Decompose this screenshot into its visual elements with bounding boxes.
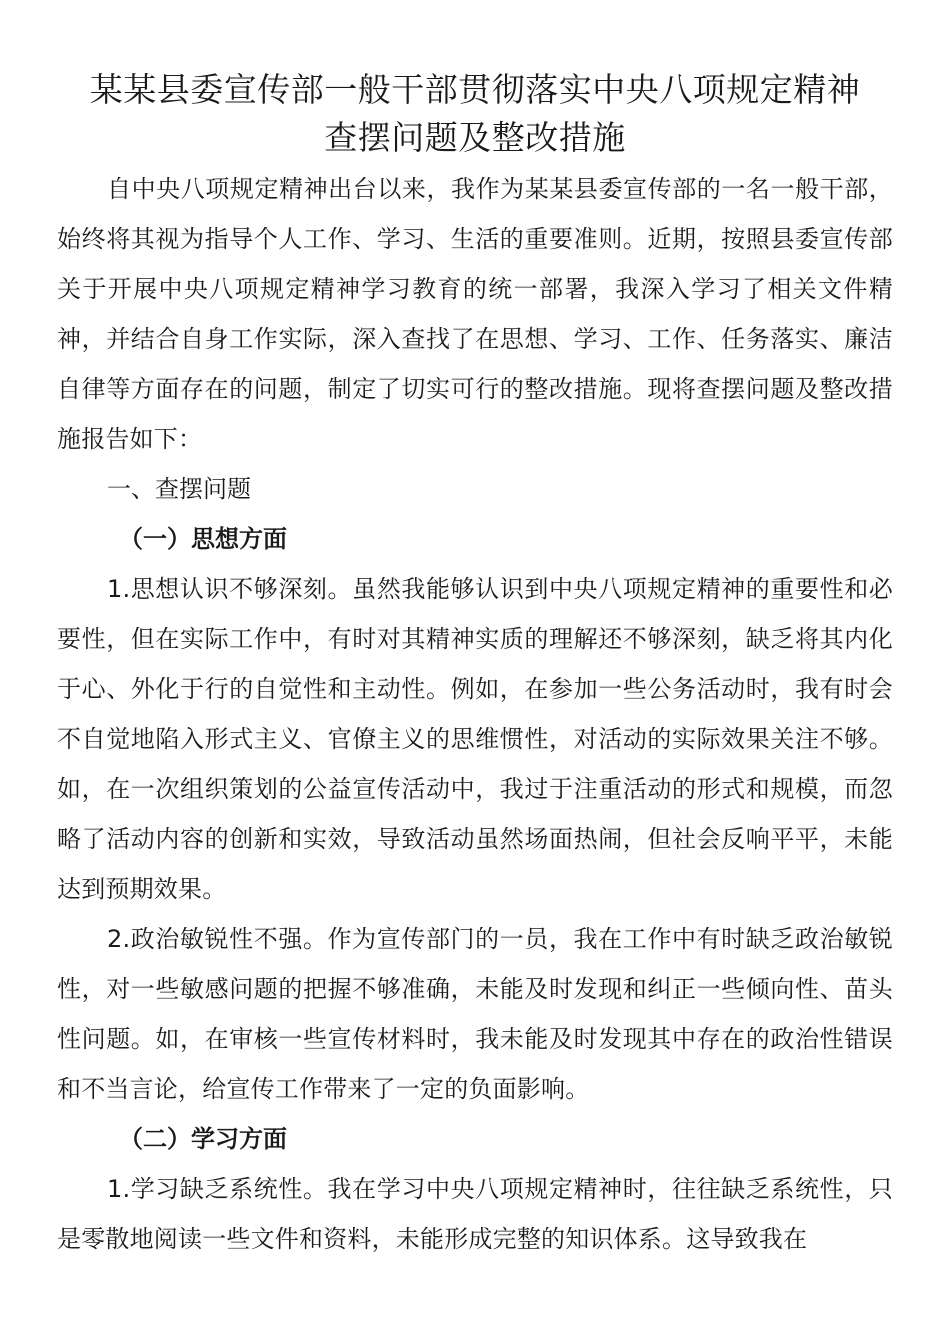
title-line-1: 某某县委宣传部一般干部贯彻落实中央八项规定精神: [89, 70, 861, 109]
paragraph-study-1: 1.学习缺乏系统性。我在学习中央八项规定精神时，往往缺乏系统性，只是零散地阅读一些文件和资料，未能形成完整的知识体系。这导致我在: [57, 1175, 893, 1253]
title-line-2: 查摆问题及整改措施: [324, 118, 626, 157]
document-title: [57, 66, 893, 162]
intro-paragraph: 自中央八项规定精神出台以来，我作为某某县委宣传部的一名一般干部，始终将其视为指导个人工作、学习、生活的重要准则。近期，按照县委宣传部关于开展中央八项规定精神学习教育的统一部署，我深入学习了相关文件精神，并结合自身工作实际，深入查找了在思想、学习、工作、任务落实、廉洁自律等方面存在的问题，制定了切实可行的整改措施。现将查摆问题及整改措施报告如下：: [57, 175, 893, 453]
paragraph-thought-2: 2.政治敏锐性不强。作为宣传部门的一员，我在工作中有时缺乏政治敏锐性，对一些敏感问题的把握不够准确，未能及时发现和纠正一些倾向性、苗头性问题。如，在审核一些宣传材料时，我未能及时发现其中存在的政治性错误和不当言论，给宣传工作带来了一定的负面影响。: [57, 925, 893, 1103]
document-page: [57, 66, 893, 1264]
paragraph-thought-1: 1.思想认识不够深刻。虽然我能够认识到中央八项规定精神的重要性和必要性，但在实际工作中，有时对其精神实质的理解还不够深刻，缺乏将其内化于心、外化于行的自觉性和主动性。例如，在参加一些公务活动时，我有时会不自觉地陷入形式主义、官僚主义的思维惯性，对活动的实际效果关注不够。如，在一次组织策划的公益宣传活动中，我过于注重活动的形式和规模，而忽略了活动内容的创新和实效，导致活动虽然场面热闹，但社会反响平平，未能达到预期效果。: [57, 575, 893, 903]
subheading-thought: （一）思想方面: [119, 525, 287, 553]
section-heading-problems: 一、查摆问题: [107, 475, 251, 503]
subheading-study: （二）学习方面: [119, 1125, 287, 1153]
